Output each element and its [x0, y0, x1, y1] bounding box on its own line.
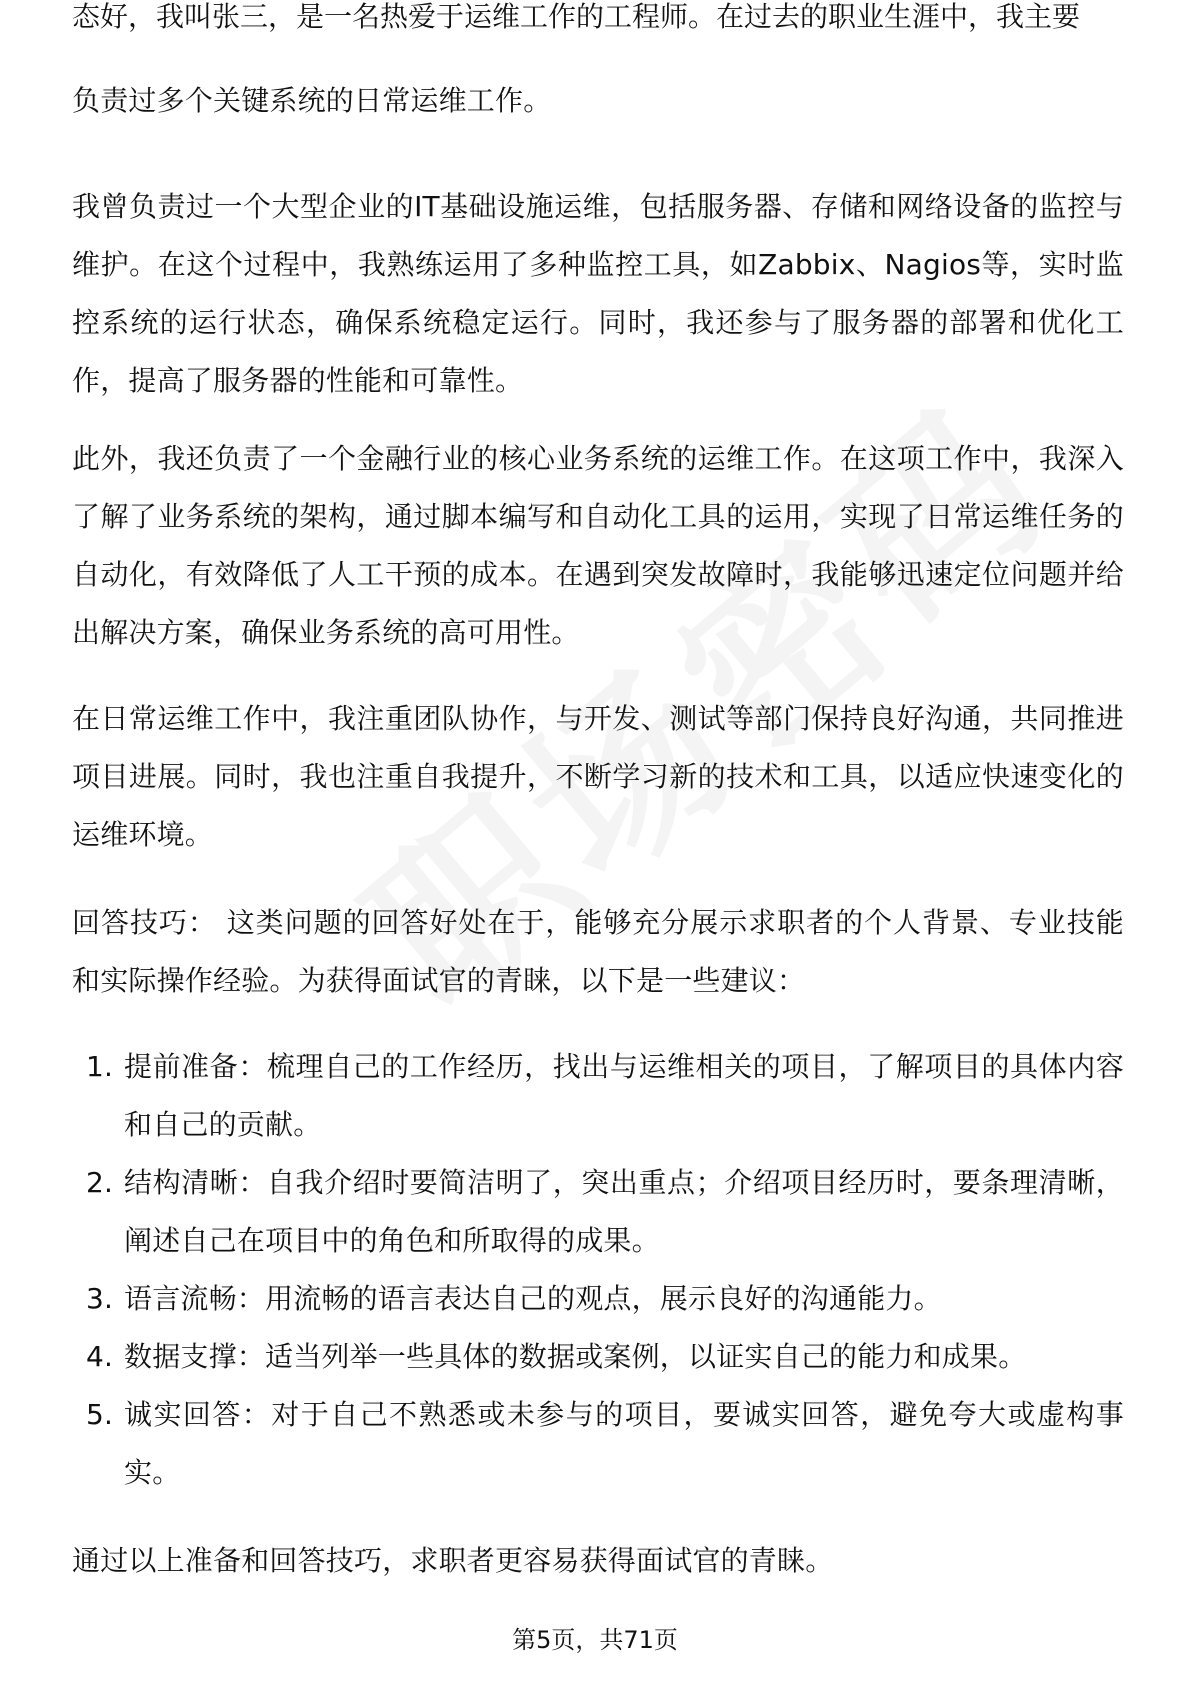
- list-item-number: 4.: [86, 1340, 114, 1373]
- paragraph-text: 通过以上准备和回答技巧，求职者更容易获得面试官的青睐。: [72, 1544, 834, 1577]
- paragraph-text: 负责过多个关键系统的日常运维工作。: [72, 84, 552, 117]
- paragraph-text: 此外，我还负责了一个金融行业的核心业务系统的运维工作。在这项工作中，我深入了解了业务系统的架构，通过脚本编写和自动化工具的运用，实现了日常运维任务的自动化，有效降低了人工干预的成本。在遇到突发故障时，我能够迅速定位问题并给出解决方案，确保业务系统的高可用性。: [72, 442, 1124, 649]
- paragraph-2: [72, 178, 1124, 410]
- paragraph-4: [72, 690, 1124, 864]
- paragraph-text: 我曾负责过一个大型企业的IT基础设施运维，包括服务器、存储和网络设备的监控与维护。在这个过程中，我熟练运用了多种监控工具，如Zabbix、Nagios等，实时监控系统的运行状态，确保系统稳定运行。同时，我还参与了服务器的部署和优化工作，提高了服务器的性能和可靠性。: [72, 190, 1124, 397]
- list-item-text: 提前准备：梳理自己的工作经历，找出与运维相关的项目，了解项目的具体内容和自己的贡献。: [124, 1050, 1124, 1141]
- paragraph-text: 在日常运维工作中，我注重团队协作，与开发、测试等部门保持良好沟通，共同推进项目进展。同时，我也注重自我提升，不断学习新的技术和工具，以适应快速变化的运维环境。: [72, 702, 1124, 851]
- paragraph-text: 回答技巧： 这类问题的回答好处在于，能够充分展示求职者的个人背景、专业技能和实际操作经验。为获得面试官的青睐，以下是一些建议：: [72, 906, 1124, 997]
- list-item: [72, 1154, 1124, 1270]
- list-item-text: 诚实回答：对于自己不熟悉或未参与的项目，要诚实回答，避免夸大或虚构事实。: [124, 1398, 1124, 1489]
- list-item-number: 3.: [86, 1282, 114, 1315]
- list-item: [72, 1038, 1124, 1154]
- closing-paragraph: [72, 1532, 1124, 1590]
- list-item: [72, 1270, 1124, 1328]
- paragraph-1: [72, 72, 1124, 130]
- list-item-number: 1.: [86, 1050, 114, 1083]
- list-item: [72, 1328, 1124, 1386]
- page-number-footer: 第5页，共71页: [512, 1626, 678, 1654]
- list-item-text: 结构清晰：自我介绍时要简洁明了，突出重点；介绍项目经历时，要条理清晰，阐述自己在项目中的角色和所取得的成果。: [124, 1166, 1124, 1257]
- cutoff-text-line: 态好，我叫张三，是一名热爱于运维工作的工程师。在过去的职业生涯中，我主要: [72, 0, 1081, 33]
- list-item-text: 数据支撑：适当列举一些具体的数据或案例，以证实自己的能力和成果。: [124, 1340, 1027, 1373]
- list-item-number: 2.: [86, 1166, 114, 1199]
- paragraph-answer-tips: [72, 894, 1124, 1010]
- list-item: [72, 1386, 1124, 1502]
- list-item-text: 语言流畅：用流畅的语言表达自己的观点，展示良好的沟通能力。: [124, 1282, 942, 1315]
- paragraph-3: [72, 430, 1124, 662]
- list-item-number: 5.: [86, 1398, 114, 1431]
- tips-list: [72, 1038, 1124, 1502]
